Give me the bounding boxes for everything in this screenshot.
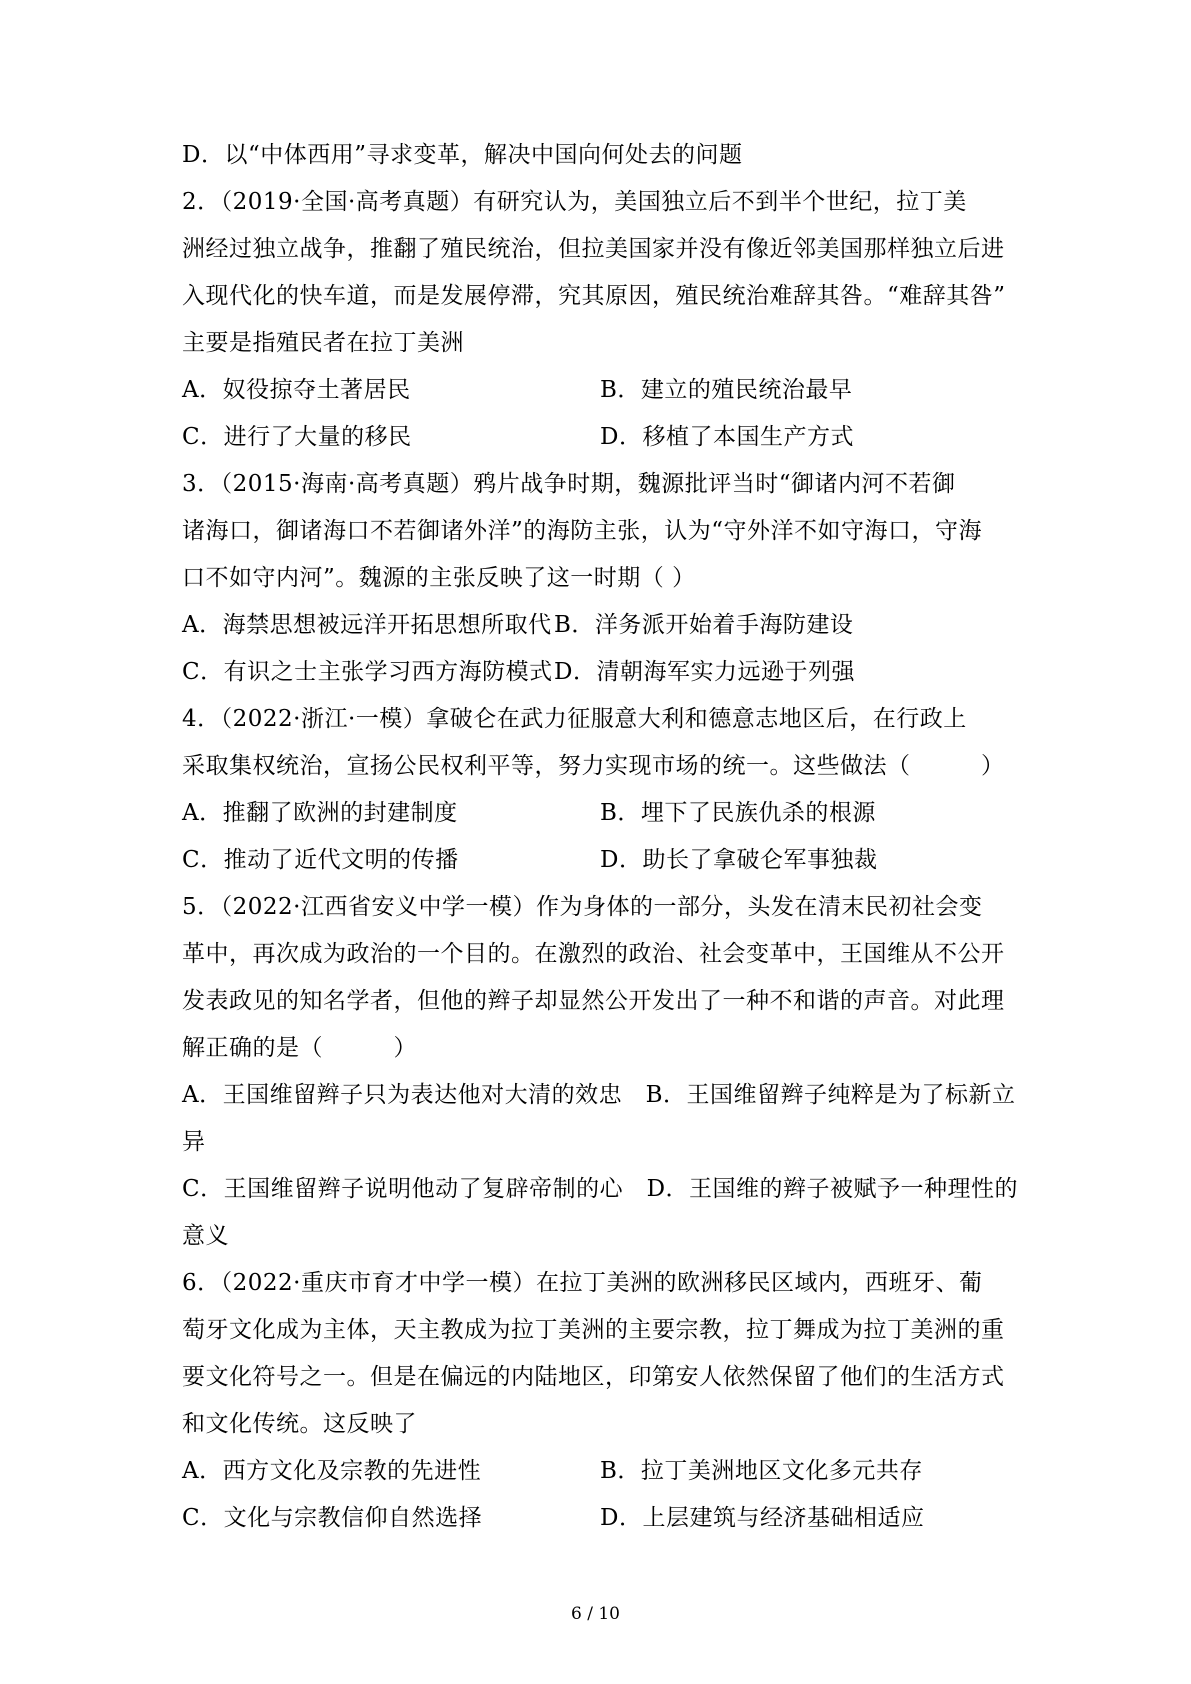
q6-stem-line-2: 萄牙文化成为主体，天主教成为拉丁美洲的主要宗教，拉丁舞成为拉丁美洲的重 [182, 1317, 1005, 1343]
q6-stem-line-4: 和文化传统。这反映了 [182, 1411, 417, 1437]
q5-options-line-2: 异 [182, 1129, 206, 1155]
q2-stem-line-1: 2．（2019·全国·高考真题）有研究认为，美国独立后不到半个世纪，拉丁美 [182, 189, 967, 215]
q4-option-d: D．助长了拿破仑军事独裁 [600, 847, 878, 873]
q5-stem-line-1: 5．（2022·江西省安义中学一模）作为身体的一部分，头发在清末民初社会变 [182, 894, 983, 920]
q4-option-c: C．推动了近代文明的传播 [182, 847, 459, 873]
q3-stem-line-3: 口不如守内河”。魏源的主张反映了这一时期（ ） [182, 565, 696, 591]
q3-stem-line-1: 3．（2015·海南·高考真题）鸦片战争时期，魏源批评当时“御诸内河不若御 [182, 471, 956, 497]
q3-stem-line-2: 诸海口，御诸海口不若御诸外洋”的海防主张，认为“守外洋不如守海口，守海 [182, 518, 983, 544]
q2-option-c: C．进行了大量的移民 [182, 424, 412, 450]
q6-stem-line-3: 要文化符号之一。但是在偏远的内陆地区，印第安人依然保留了他们的生活方式 [182, 1364, 1005, 1390]
q6-option-b: B．拉丁美洲地区文化多元共存 [600, 1458, 923, 1484]
q5-stem-line-4: 解正确的是（ ） [182, 1035, 417, 1061]
q6-option-a: A．西方文化及宗教的先进性 [182, 1458, 482, 1484]
q5-options-line-4: 意义 [182, 1223, 229, 1249]
q3-option-b: B．洋务派开始着手海防建设 [554, 612, 854, 638]
q3-option-c: C．有识之士主张学习西方海防模式 [182, 659, 553, 685]
q5-stem-line-2: 革中，再次成为政治的一个目的。在激烈的政治、社会变革中，王国维从不公开 [182, 941, 1005, 967]
q6-option-d: D．上层建筑与经济基础相适应 [600, 1505, 925, 1531]
q2-option-a: A．奴役掠夺土著居民 [182, 377, 411, 403]
q2-option-d: D．移植了本国生产方式 [600, 424, 854, 450]
q2-stem-line-2: 洲经过独立战争，推翻了殖民统治，但拉美国家并没有像近邻美国那样独立后进 [182, 236, 1005, 262]
q5-stem-line-3: 发表政见的知名学者，但他的辫子却显然公开发出了一种不和谐的声音。对此理 [182, 988, 1005, 1014]
q3-option-a: A．海禁思想被远洋开拓思想所取代 [182, 612, 552, 638]
q5-options-line-1: A．王国维留辫子只为表达他对大清的效忠 B．王国维留辫子纯粹是为了标新立 [182, 1082, 1016, 1108]
q1-option-d: D．以“中体西用”寻求变革，解决中国向何处去的问题 [182, 142, 743, 168]
q2-stem-line-4: 主要是指殖民者在拉丁美洲 [182, 330, 464, 356]
q6-stem-line-1: 6．（2022·重庆市育才中学一模）在拉丁美洲的欧洲移民区域内，西班牙、葡 [182, 1270, 983, 1296]
q6-option-c: C．文化与宗教信仰自然选择 [182, 1505, 483, 1531]
q4-option-a: A．推翻了欧洲的封建制度 [182, 800, 458, 826]
q4-option-b: B．埋下了民族仇杀的根源 [600, 800, 876, 826]
q2-option-b: B．建立的殖民统治最早 [600, 377, 853, 403]
q3-option-d: D．清朝海军实力远逊于列强 [554, 659, 855, 685]
q4-stem-line-2: 采取集权统治，宣扬公民权利平等，努力实现市场的统一。这些做法（ ） [182, 753, 1005, 779]
q4-stem-line-1: 4．（2022·浙江·一模）拿破仑在武力征服意大利和德意志地区后，在行政上 [182, 706, 967, 732]
page-number: 6 / 10 [571, 1604, 620, 1624]
q5-options-line-3: C．王国维留辫子说明他动了复辟帝制的心 D．王国维的辫子被赋予一种理性的 [182, 1176, 1019, 1202]
q2-stem-line-3: 入现代化的快车道，而是发展停滞，究其原因，殖民统治难辞其咎。“难辞其咎” [182, 283, 1006, 309]
